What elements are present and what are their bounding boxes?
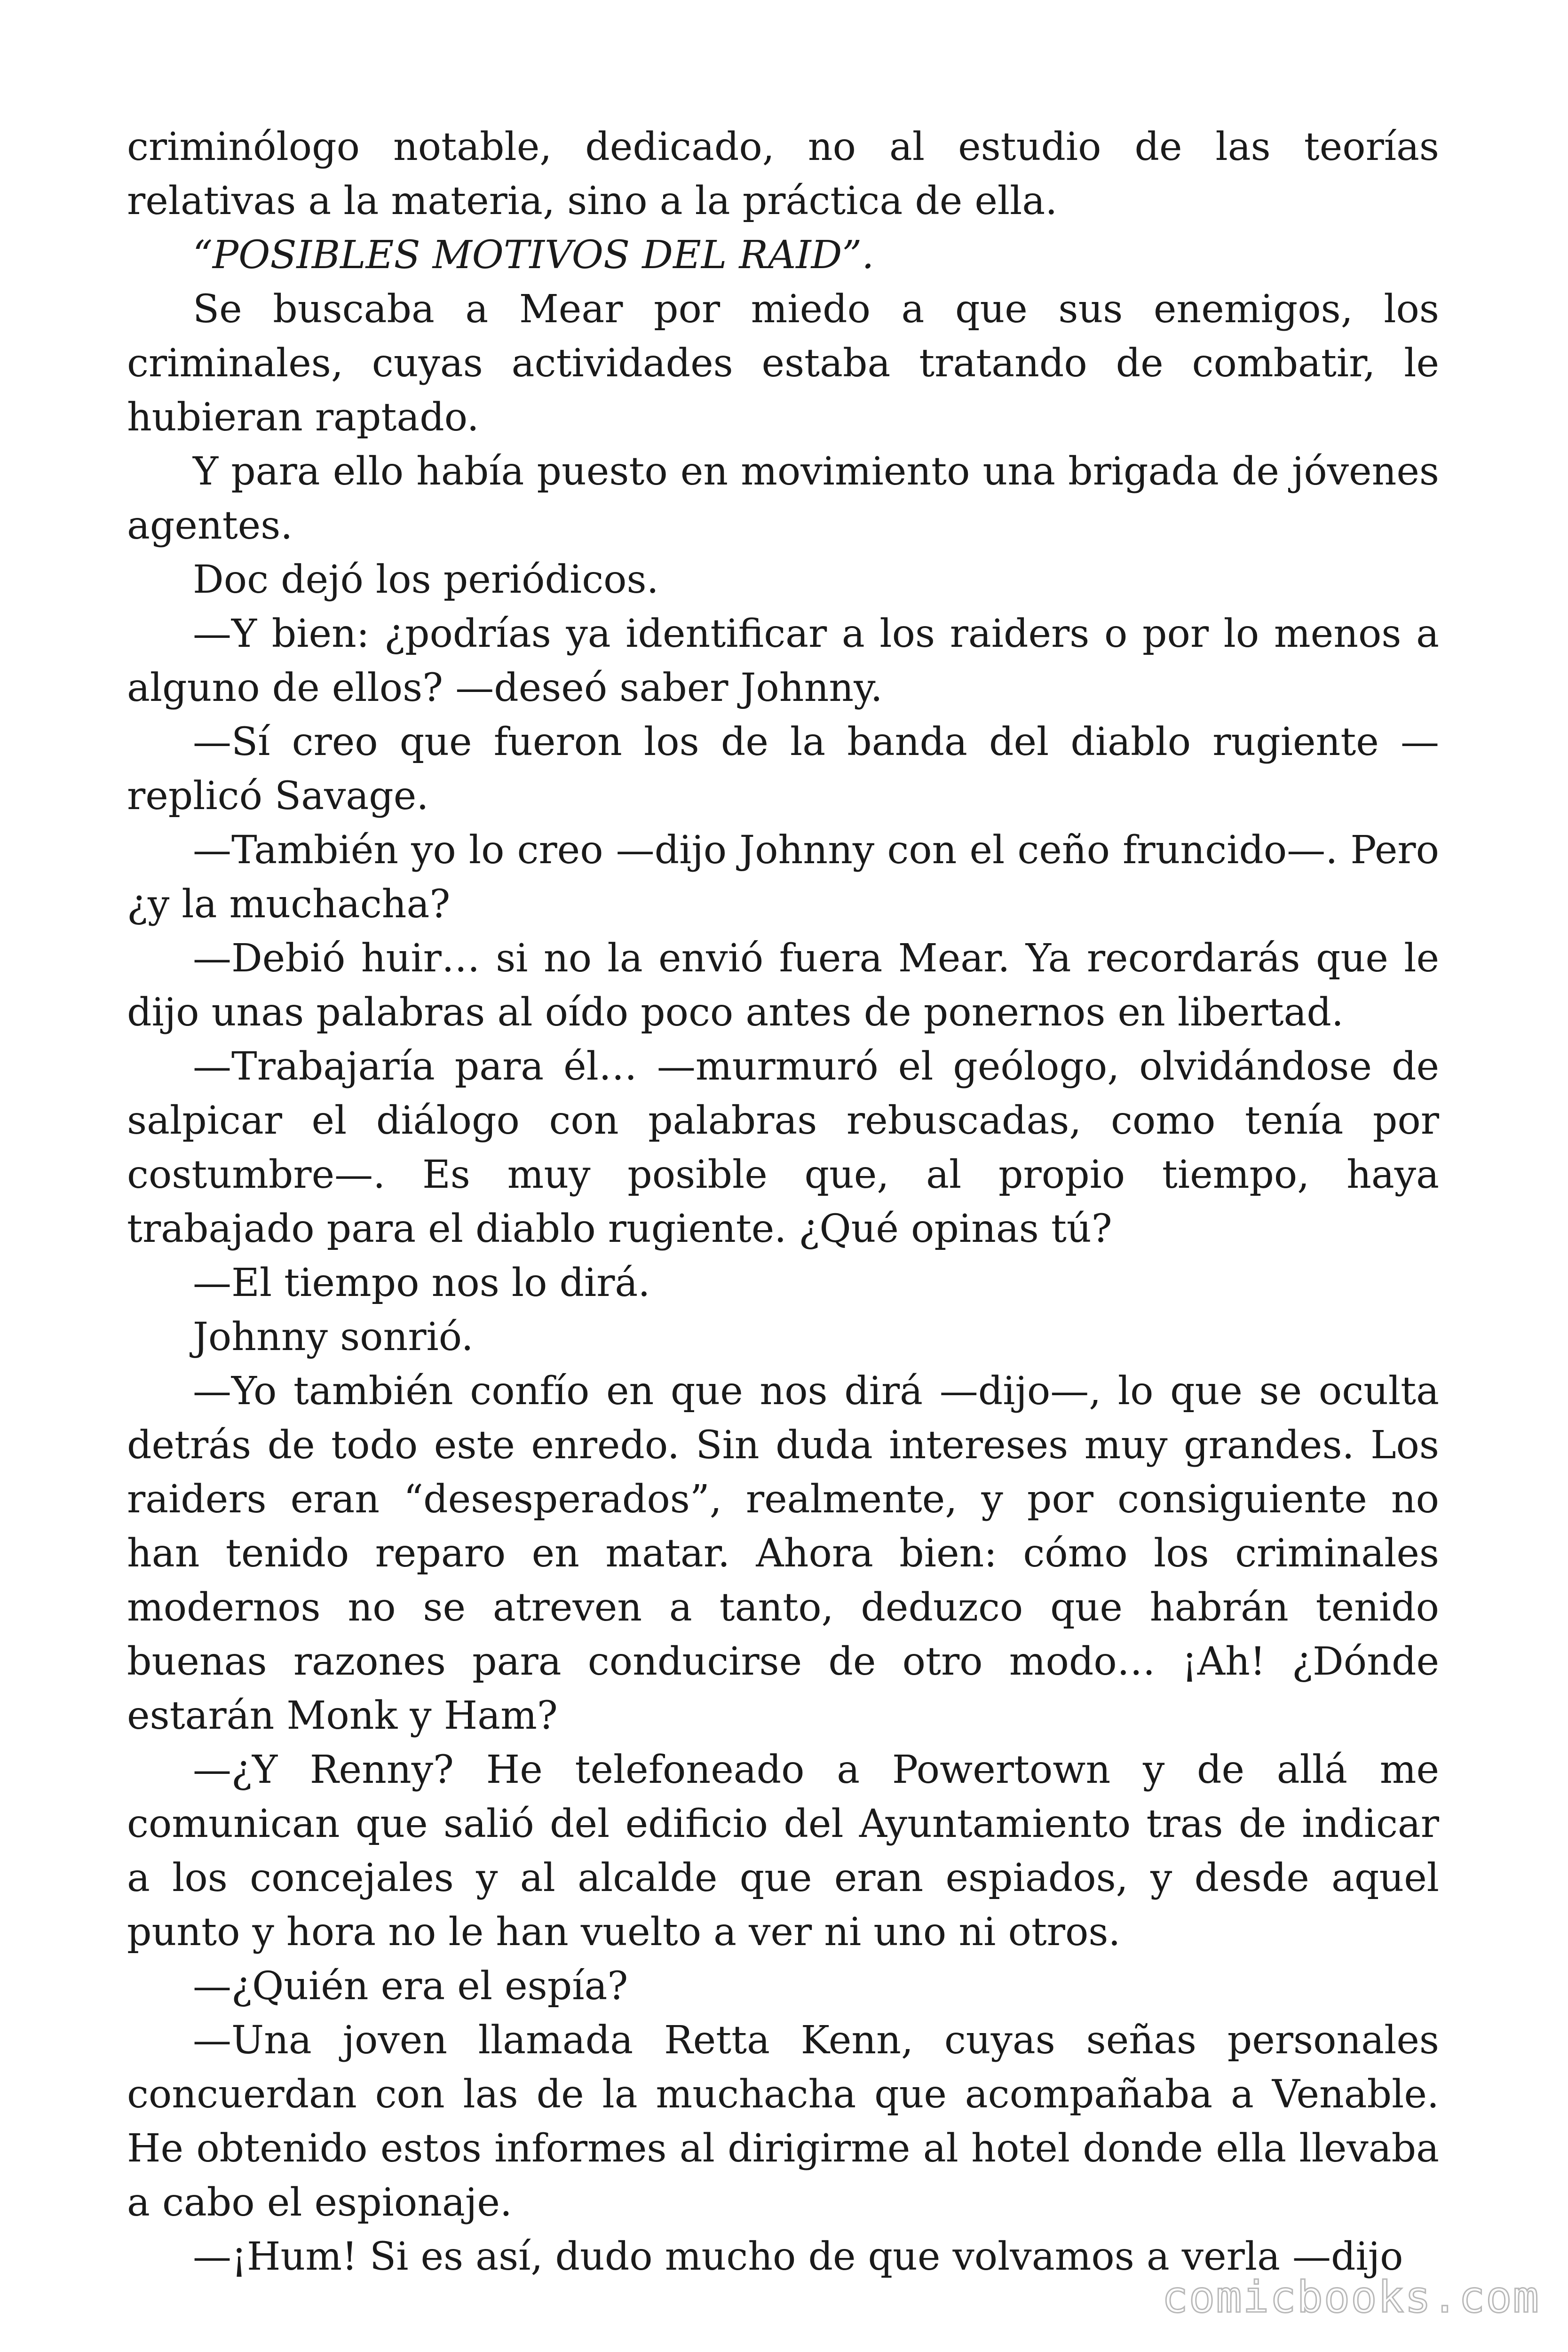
- paragraph-17: —¡Hum! Si es así, dudo mucho de que volvamos a verla —dijo: [193, 2234, 1403, 2279]
- paragraph-4: Y para ello había puesto en movimiento una brigada de jóvenes agentes.: [127, 449, 1439, 548]
- body-text: [127, 120, 1439, 2284]
- paragraph-10: —Trabajaría para él… —murmuró el geólogo, olvidándose de salpicar el diálogo con palabras rebuscadas, como tenía por costumbre—. Es muy posible que, al propio tiempo, haya trabajado para el diablo rugiente. ¿Qué opinas tú?: [127, 1044, 1439, 1251]
- paragraph-9: —Debió huir… si no la envió fuera Mear. Ya recordarás que le dijo unas palabras al oído poco antes de ponernos en libertad.: [127, 936, 1439, 1035]
- paragraph-7: —Sí creo que fueron los de la banda del diablo rugiente — replicó Savage.: [127, 720, 1439, 818]
- paragraph-11: —El tiempo nos lo dirá.: [193, 1261, 650, 1305]
- paragraph-3: Se buscaba a Mear por miedo a que sus enemigos, los criminales, cuyas actividades estaba tratando de combatir, le hubieran raptado.: [127, 287, 1439, 440]
- paragraph-12: Johnny sonrió.: [193, 1315, 474, 1359]
- paragraph-13: —Yo también confío en que nos dirá —dijo—, lo que se oculta detrás de todo este enredo. Sin duda intereses muy grandes. Los raiders eran “desesperados”, realmente, y por consiguiente no han tenido reparo en matar. Ahora bien: cómo los criminales modernos no se atreven a tanto, deduzco que habrán tenido buenas razones para conducirse de otro modo… ¡Ah! ¿Dónde estarán Monk y Ham?: [127, 1369, 1439, 1738]
- paragraph-6: —Y bien: ¿podrías ya identificar a los raiders o por lo menos a alguno de ellos? —deseó saber Johnny.: [127, 612, 1439, 710]
- paragraph-5: Doc dejó los periódicos.: [193, 557, 659, 602]
- paragraph-8: —También yo lo creo —dijo Johnny con el ceño fruncido—. Pero ¿y la muchacha?: [127, 828, 1439, 927]
- paragraph-1: criminólogo notable, dedicado, no al estudio de las teorías relativas a la materia, sino a la práctica de ella.: [127, 125, 1439, 223]
- watermark: comicbooks.com: [1162, 2272, 1540, 2322]
- paragraph-2: “POSIBLES MOTIVOS DEL RAID”.: [193, 233, 874, 278]
- paragraph-14: —¿Y Renny? He telefoneado a Powertown y de allá me comunican que salió del edificio del Ayuntamiento tras de indicar a los concejales y al alcalde que eran espiados, y desde aquel punto y hora no le han vuelto a ver ni uno ni otros.: [127, 1748, 1439, 1955]
- paragraph-16: —Una joven llamada Retta Kenn, cuyas señas personales concuerdan con las de la muchacha que acompañaba a Venable. He obtenido estos informes al dirigirme al hotel donde ella llevaba a cabo el espionaje.: [127, 2018, 1439, 2225]
- paragraph-15: —¿Quién era el espía?: [193, 1964, 628, 2009]
